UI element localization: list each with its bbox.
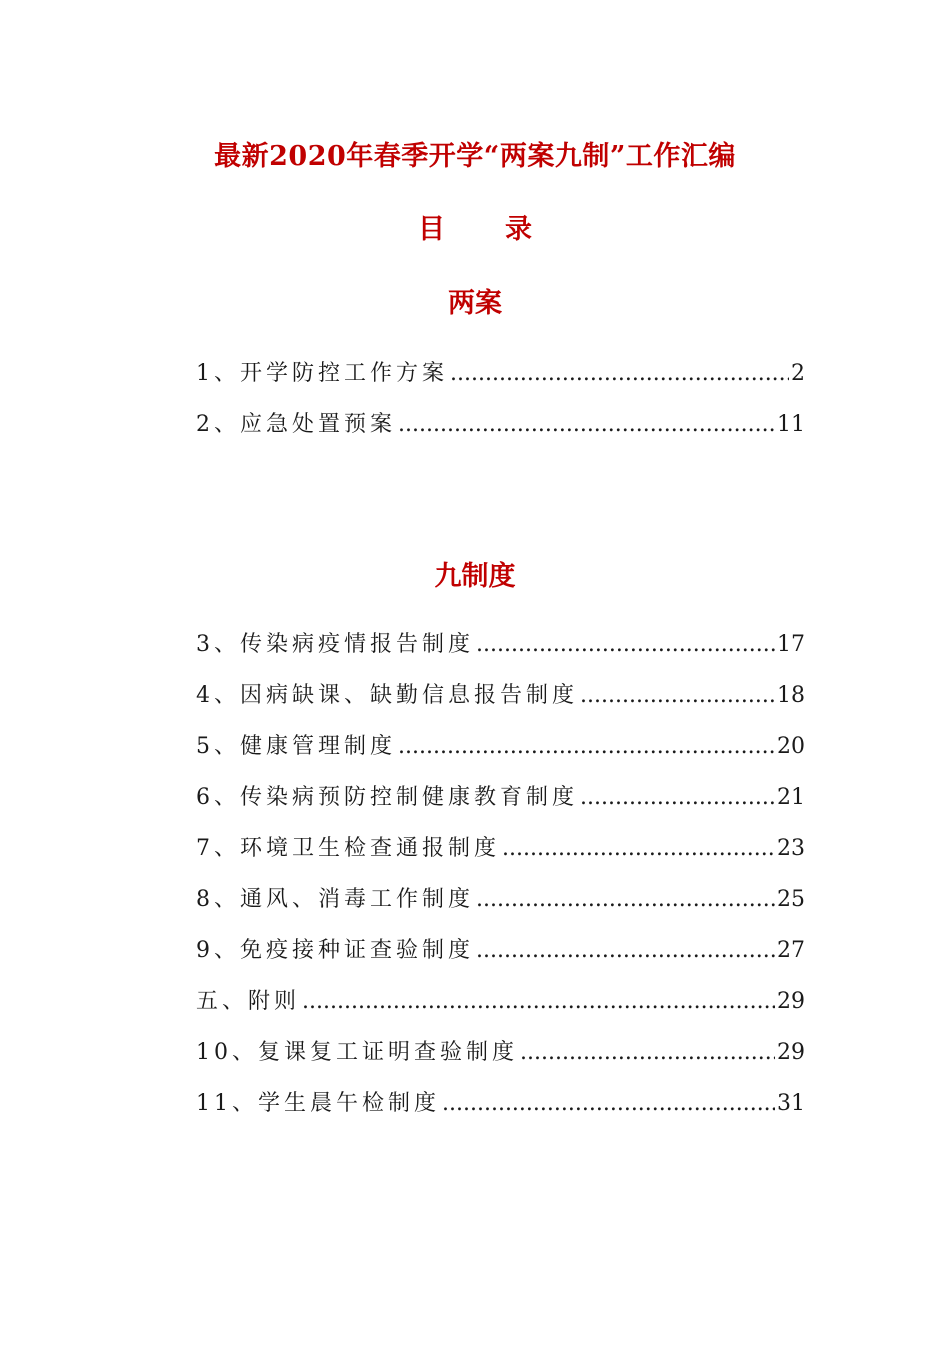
toc-entry-label: 11、学生晨午检制度 [196, 1091, 440, 1116]
toc-entry-page: 11 [777, 412, 805, 437]
toc-heading [0, 207, 950, 246]
dot-leader [502, 836, 775, 861]
toc-entry[interactable] [196, 1035, 805, 1086]
toc-entry-page: 31 [777, 1091, 805, 1116]
toc-entry-label: 4、因病缺课、缺勤信息报告制度 [196, 683, 578, 708]
dot-leader [442, 1091, 775, 1116]
toc-heading-left: 目 [418, 214, 445, 245]
dot-leader [302, 989, 775, 1014]
toc-entry-page: 18 [777, 683, 805, 708]
toc-entry-label: 8、通风、消毒工作制度 [196, 887, 474, 912]
toc-list-jiu-zhi-du [196, 627, 805, 1137]
toc-entry-label: 3、传染病疫情报告制度 [196, 632, 474, 657]
toc-entry-label: 2、应急处置预案 [196, 412, 396, 437]
dot-leader [476, 938, 775, 963]
dot-leader [398, 734, 775, 759]
toc-entry[interactable] [196, 729, 805, 780]
toc-entry[interactable] [196, 627, 805, 678]
dot-leader [476, 887, 775, 912]
toc-entry[interactable] [196, 356, 805, 407]
section-heading-jiu-zhi-du: 九制度 [434, 561, 516, 592]
dot-leader [580, 683, 775, 708]
toc-entry[interactable] [196, 882, 805, 933]
toc-entry-page: 23 [777, 836, 805, 861]
dot-leader [520, 1040, 775, 1065]
toc-entry-page: 20 [777, 734, 805, 759]
toc-entry[interactable] [196, 984, 805, 1035]
toc-entry-page: 29 [777, 1040, 805, 1065]
toc-entry-page: 17 [777, 632, 805, 657]
toc-entry[interactable] [196, 933, 805, 984]
toc-entry-label: 6、传染病预防控制健康教育制度 [196, 785, 578, 810]
section-heading-liang-an: 两案 [448, 288, 502, 319]
toc-entry-page: 25 [777, 887, 805, 912]
toc-entry-label: 5、健康管理制度 [196, 734, 396, 759]
dot-leader [398, 412, 775, 437]
toc-entry-label: 7、环境卫生检查通报制度 [196, 836, 500, 861]
toc-entry-label: 五、附则 [196, 989, 301, 1014]
toc-entry-page: 27 [777, 938, 805, 963]
document-title: 最新2020年春季开学“两案九制”工作汇编 [214, 141, 736, 172]
toc-entry-label: 10、复课复工证明查验制度 [196, 1040, 518, 1065]
toc-entry[interactable] [196, 678, 805, 729]
toc-entry-label: 1、开学防控工作方案 [196, 361, 448, 386]
dot-leader [580, 785, 775, 810]
toc-entry-label: 9、免疫接种证查验制度 [196, 938, 474, 963]
dot-leader [476, 632, 775, 657]
toc-entry[interactable] [196, 780, 805, 831]
toc-entry-page: 21 [777, 785, 805, 810]
toc-entry[interactable] [196, 407, 805, 458]
toc-list-liang-an [196, 356, 805, 458]
toc-entry[interactable] [196, 1086, 805, 1137]
toc-entry-page: 29 [777, 989, 805, 1014]
toc-entry-page: 2 [791, 361, 805, 386]
dot-leader [450, 361, 789, 386]
toc-entry[interactable] [196, 831, 805, 882]
toc-heading-right: 录 [505, 214, 532, 245]
